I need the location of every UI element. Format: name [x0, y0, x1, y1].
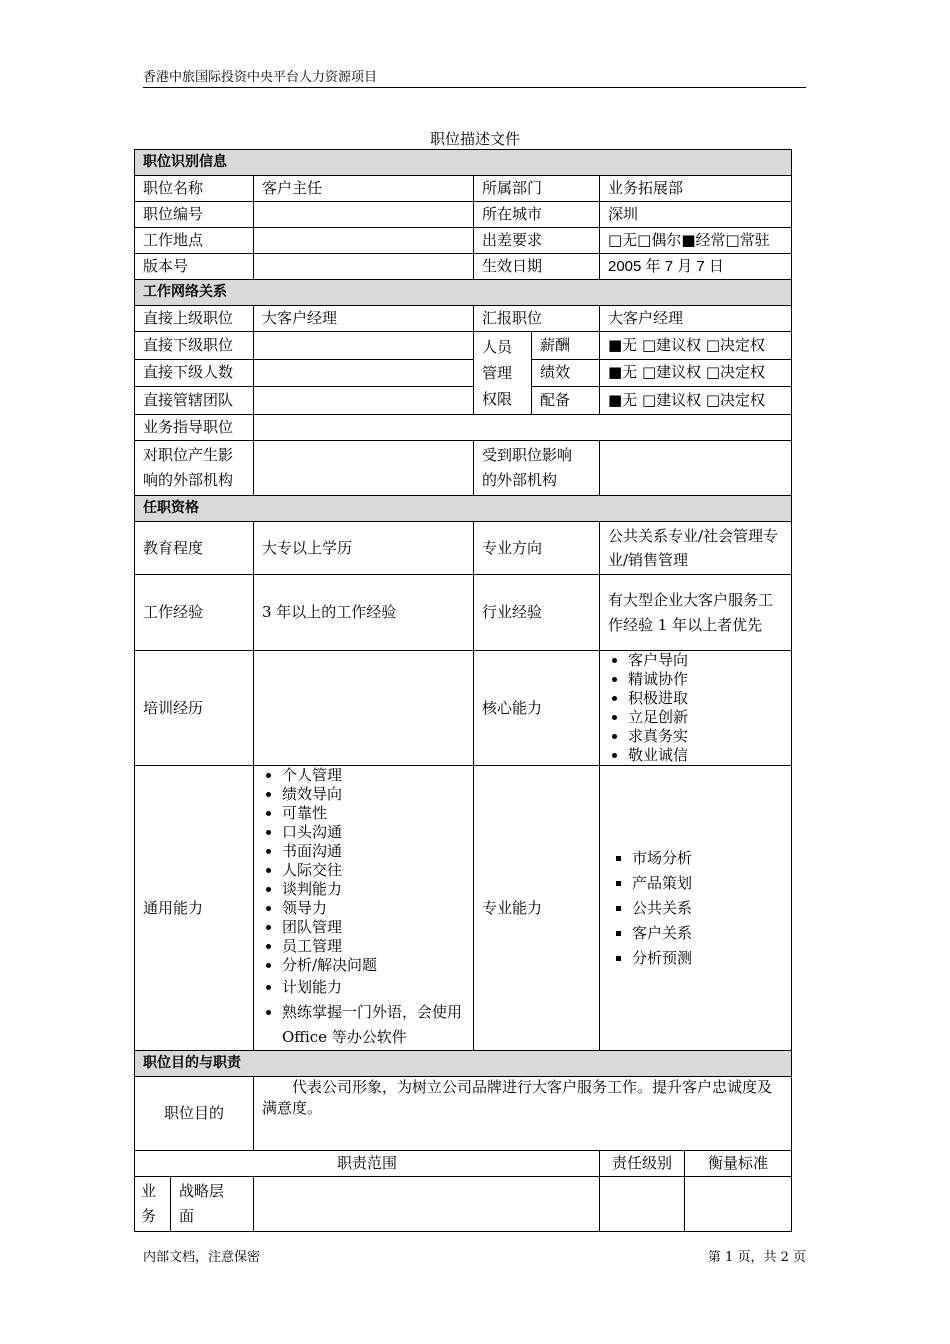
- value-version: [254, 254, 474, 280]
- label-report-to: 汇报职位: [474, 306, 600, 332]
- label-auth-salary: 薪酬: [532, 332, 600, 360]
- value-direct-superior: 大客户经理: [254, 306, 474, 332]
- value-effective-date: 2005 年 7 月 7 日: [600, 254, 792, 280]
- list-item: ▪ 分析预测: [632, 946, 783, 971]
- document-title: 职位描述文件: [429, 130, 520, 148]
- job-description-table: [134, 149, 792, 1232]
- label-external-impact: [135, 441, 254, 496]
- value-strategy-measure: [685, 1177, 792, 1232]
- label-business-line-1: 业: [141, 1182, 157, 1200]
- label-position-name: 职位名称: [135, 176, 254, 202]
- value-purpose: 代表公司形象，为树立公司品牌进行大客户服务工作。提升客户忠诚度及满意度。: [254, 1077, 792, 1151]
- label-auth-performance: 绩效: [532, 359, 600, 387]
- label-training: 培训经历: [135, 651, 254, 766]
- list-item: ▪ 公共关系: [632, 896, 783, 921]
- label-industry-experience: 行业经验: [474, 575, 600, 651]
- value-external-impact: [254, 441, 474, 496]
- label-business: [135, 1177, 171, 1232]
- label-business-line-2: 务: [141, 1207, 157, 1225]
- label-work-experience: 工作经验: [135, 575, 254, 651]
- value-auth-salary: ■无 □建议权 □决定权: [600, 332, 792, 360]
- list-item: • 熟练掌握一门外语，会使用 Office 等办公软件: [282, 1000, 465, 1050]
- value-direct-subordinate: [254, 332, 474, 360]
- list-item: • 求真务实: [628, 727, 783, 746]
- label-version: 版本号: [135, 254, 254, 280]
- value-training: [254, 651, 474, 766]
- section-network: 工作网络关系: [135, 280, 792, 306]
- value-external-affected: [600, 441, 792, 496]
- label-travel: 出差要求: [474, 228, 600, 254]
- list-item: • 人际交往: [282, 861, 465, 880]
- value-position-code: [254, 202, 474, 228]
- list-item: • 口头沟通: [282, 823, 465, 842]
- value-travel: □无□偶尔■经常□常驻: [600, 228, 792, 254]
- label-subordinate-count: 直接下级人数: [135, 359, 254, 387]
- label-external-impact-line-1: 对职位产生影: [143, 446, 234, 464]
- label-position-code: 职位编号: [135, 202, 254, 228]
- label-business-guide: 业务指导职位: [135, 415, 254, 441]
- value-auth-performance: ■无 □建议权 □决定权: [600, 359, 792, 387]
- general-competency-list: [262, 766, 465, 1050]
- list-item: • 领导力: [282, 899, 465, 918]
- value-strategy-scope: [254, 1177, 600, 1232]
- label-strategy-line-2: 面: [179, 1207, 195, 1225]
- value-major: 公共关系专业/社会管理专业/销售管理: [600, 522, 792, 575]
- value-strategy-level: [600, 1177, 685, 1232]
- section-purpose: 职位目的与职责: [135, 1051, 792, 1077]
- label-auth-staffing: 配备: [532, 387, 600, 415]
- list-item: • 团队管理: [282, 918, 465, 937]
- label-effective-date: 生效日期: [474, 254, 600, 280]
- label-external-affected: [474, 441, 600, 496]
- label-major: 专业方向: [474, 522, 600, 575]
- list-item: • 客户导向: [628, 651, 783, 670]
- label-strategy-line-1: 战略层: [179, 1182, 225, 1200]
- list-item: ▪ 产品策划: [632, 871, 783, 896]
- value-city: 深圳: [600, 202, 792, 228]
- value-auth-staffing: ■无 □建议权 □决定权: [600, 387, 792, 415]
- list-item: • 员工管理: [282, 937, 465, 956]
- list-item: • 立足创新: [628, 708, 783, 727]
- list-item: • 谈判能力: [282, 880, 465, 899]
- value-subordinate-count: [254, 359, 474, 387]
- list-item: • 个人管理: [282, 766, 465, 785]
- list-item: • 敬业诚信: [628, 746, 783, 765]
- value-work-location: [254, 228, 474, 254]
- value-general-competency: [254, 766, 474, 1051]
- label-direct-superior: 直接上级职位: [135, 306, 254, 332]
- header-level: 责任级别: [600, 1151, 685, 1177]
- value-business-guide: [254, 415, 792, 441]
- value-direct-team: [254, 387, 474, 415]
- label-work-location: 工作地点: [135, 228, 254, 254]
- footer-page-number: 第 1 页，共 2 页: [707, 1250, 806, 1265]
- value-report-to: 大客户经理: [600, 306, 792, 332]
- list-item: • 可靠性: [282, 804, 465, 823]
- label-education: 教育程度: [135, 522, 254, 575]
- value-industry-experience: 有大型企业大客户服务工作经验 1 年以上者优先: [600, 575, 792, 651]
- label-city: 所在城市: [474, 202, 600, 228]
- label-professional-competency: 专业能力: [474, 766, 600, 1051]
- label-direct-team: 直接管辖团队: [135, 387, 254, 415]
- professional-competency-list: [608, 846, 783, 971]
- label-authority-line-2: 管理: [482, 364, 513, 382]
- list-item: • 分析/解决问题: [282, 956, 465, 975]
- label-authority-line-1: 人员: [482, 338, 513, 356]
- label-authority-line-3: 权限: [482, 390, 513, 408]
- value-professional-competency: [600, 766, 792, 1051]
- header-measure: 衡量标准: [685, 1151, 792, 1177]
- page-header: 香港中旅国际投资中央平台人力资源项目: [143, 66, 806, 88]
- value-work-experience: 3 年以上的工作经验: [254, 575, 474, 651]
- list-item: • 计划能力: [282, 975, 465, 1000]
- list-item: • 书面沟通: [282, 842, 465, 861]
- label-purpose: 职位目的: [135, 1077, 254, 1151]
- label-external-affected-line-2: 的外部机构: [482, 471, 558, 489]
- value-education: 大专以上学历: [254, 522, 474, 575]
- header-scope: 职责范围: [135, 1151, 600, 1177]
- label-department: 所属部门: [474, 176, 600, 202]
- section-qualification: 任职资格: [135, 496, 792, 522]
- value-position-name: 客户主任: [254, 176, 474, 202]
- list-item: • 积极进取: [628, 689, 783, 708]
- value-department: 业务拓展部: [600, 176, 792, 202]
- label-strategy-level: [171, 1177, 254, 1232]
- label-external-affected-line-1: 受到职位影响: [482, 446, 573, 464]
- list-item: • 精诚协作: [628, 670, 783, 689]
- label-authority: [474, 332, 532, 415]
- footer-confidential: 内部文档，注意保密: [143, 1250, 261, 1265]
- label-external-impact-line-2: 响的外部机构: [143, 471, 234, 489]
- core-competency-list: [608, 651, 783, 765]
- list-item: ▪ 客户关系: [632, 921, 783, 946]
- value-core-competency: [600, 651, 792, 766]
- label-direct-subordinate: 直接下级职位: [135, 332, 254, 360]
- label-general-competency: 通用能力: [135, 766, 254, 1051]
- list-item: • 绩效导向: [282, 785, 465, 804]
- section-id-info: 职位识别信息: [135, 150, 792, 176]
- label-core-competency: 核心能力: [474, 651, 600, 766]
- list-item: ▪ 市场分析: [632, 846, 783, 871]
